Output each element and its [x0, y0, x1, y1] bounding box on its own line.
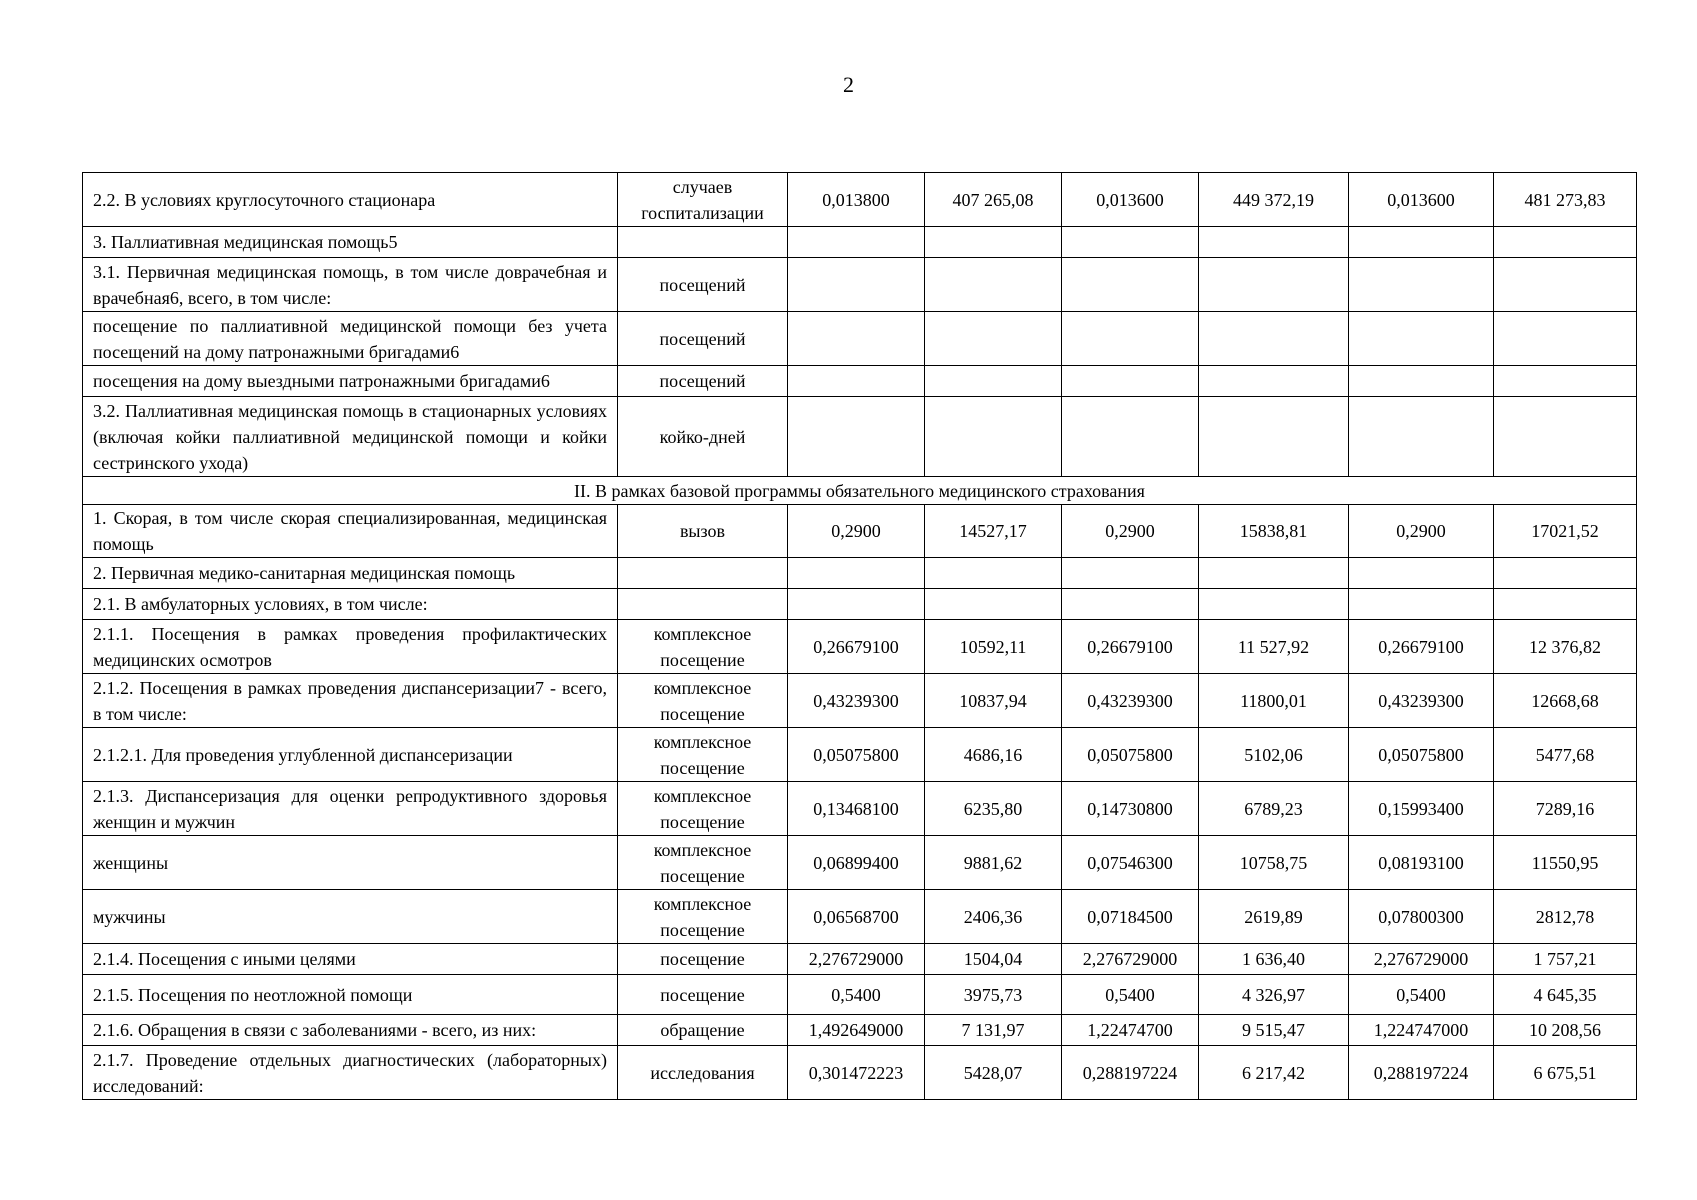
value-cell: 0,06568700	[788, 890, 925, 944]
unit-cell	[618, 589, 788, 620]
value-cell: 481 273,83	[1494, 173, 1637, 227]
value-cell: 3975,73	[925, 975, 1062, 1015]
value-cell: 0,43239300	[1062, 674, 1199, 728]
value-cell: 2,276729000	[1349, 944, 1494, 975]
value-cell	[788, 227, 925, 258]
table-row	[83, 890, 1637, 944]
table-row	[83, 728, 1637, 782]
value-cell: 4 326,97	[1199, 975, 1349, 1015]
value-cell	[1199, 258, 1349, 312]
value-cell: 0,08193100	[1349, 836, 1494, 890]
table-row	[83, 1046, 1637, 1100]
value-cell: 0,301472223	[788, 1046, 925, 1100]
value-cell: 0,05075800	[1062, 728, 1199, 782]
table-row	[83, 366, 1637, 397]
value-cell: 15838,81	[1199, 505, 1349, 558]
unit-cell: посещений	[618, 366, 788, 397]
value-cell: 2,276729000	[1062, 944, 1199, 975]
value-cell: 17021,52	[1494, 505, 1637, 558]
row-name-cell: 2.1.6. Обращения в связи с заболеваниями - всего, из них:	[83, 1015, 618, 1046]
value-cell: 2619,89	[1199, 890, 1349, 944]
value-cell: 0,26679100	[1062, 620, 1199, 674]
value-cell: 1,224747000	[1349, 1015, 1494, 1046]
value-cell: 9881,62	[925, 836, 1062, 890]
value-cell: 10 208,56	[1494, 1015, 1637, 1046]
table-row	[83, 782, 1637, 836]
value-cell	[1199, 589, 1349, 620]
table-row	[83, 312, 1637, 366]
value-cell	[1494, 227, 1637, 258]
value-cell: 0,2900	[788, 505, 925, 558]
table-row	[83, 227, 1637, 258]
table-row	[83, 674, 1637, 728]
value-cell	[788, 366, 925, 397]
value-cell: 1504,04	[925, 944, 1062, 975]
value-cell: 12 376,82	[1494, 620, 1637, 674]
row-name-cell: 3.2. Паллиативная медицинская помощь в стационарных условиях (включая койки паллиативной медицинской помощи и койки сестринского ухода)	[83, 397, 618, 477]
value-cell	[925, 366, 1062, 397]
table-row	[83, 173, 1637, 227]
value-cell	[1494, 258, 1637, 312]
row-name-cell: 2.1.3. Диспансеризация для оценки репродуктивного здоровья женщин и мужчин	[83, 782, 618, 836]
row-name-cell: 2.1.5. Посещения по неотложной помощи	[83, 975, 618, 1015]
value-cell	[1062, 397, 1199, 477]
value-cell: 0,14730800	[1062, 782, 1199, 836]
value-cell: 407 265,08	[925, 173, 1062, 227]
value-cell	[1199, 366, 1349, 397]
value-cell: 0,43239300	[788, 674, 925, 728]
row-name-cell: посещение по паллиативной медицинской помощи без учета посещений на дому патронажными бригадами6	[83, 312, 618, 366]
value-cell	[1349, 258, 1494, 312]
value-cell: 6 675,51	[1494, 1046, 1637, 1100]
value-cell	[1349, 397, 1494, 477]
value-cell: 6 217,42	[1199, 1046, 1349, 1100]
value-cell: 0,5400	[1062, 975, 1199, 1015]
unit-cell	[618, 227, 788, 258]
value-cell: 0,5400	[1349, 975, 1494, 1015]
value-cell: 10592,11	[925, 620, 1062, 674]
row-name-cell: 2.1.7. Проведение отдельных диагностических (лабораторных) исследований:	[83, 1046, 618, 1100]
value-cell: 9 515,47	[1199, 1015, 1349, 1046]
unit-cell: посещений	[618, 312, 788, 366]
page-number: 2	[843, 72, 854, 97]
section-row	[83, 477, 1637, 505]
value-cell	[1349, 312, 1494, 366]
value-cell: 1 636,40	[1199, 944, 1349, 975]
value-cell: 5102,06	[1199, 728, 1349, 782]
value-cell	[1494, 312, 1637, 366]
value-cell	[1494, 366, 1637, 397]
value-cell: 6789,23	[1199, 782, 1349, 836]
program-table	[82, 172, 1637, 1100]
table-row	[83, 836, 1637, 890]
value-cell: 0,288197224	[1349, 1046, 1494, 1100]
unit-cell: комплексное посещение	[618, 728, 788, 782]
row-name-cell: 1. Скорая, в том числе скорая специализированная, медицинская помощь	[83, 505, 618, 558]
value-cell: 0,013800	[788, 173, 925, 227]
value-cell: 0,13468100	[788, 782, 925, 836]
value-cell	[788, 589, 925, 620]
value-cell	[925, 312, 1062, 366]
table-row	[83, 397, 1637, 477]
value-cell	[925, 558, 1062, 589]
value-cell: 11 527,92	[1199, 620, 1349, 674]
value-cell: 0,07184500	[1062, 890, 1199, 944]
row-name-cell: посещения на дому выездными патронажными бригадами6	[83, 366, 618, 397]
value-cell	[1199, 312, 1349, 366]
unit-cell: комплексное посещение	[618, 782, 788, 836]
value-cell: 2406,36	[925, 890, 1062, 944]
value-cell: 0,2900	[1349, 505, 1494, 558]
unit-cell	[618, 558, 788, 589]
value-cell: 2812,78	[1494, 890, 1637, 944]
value-cell: 4686,16	[925, 728, 1062, 782]
unit-cell: вызов	[618, 505, 788, 558]
unit-cell: случаев госпитализации	[618, 173, 788, 227]
value-cell	[1349, 558, 1494, 589]
unit-cell: посещений	[618, 258, 788, 312]
value-cell	[1494, 589, 1637, 620]
value-cell	[788, 312, 925, 366]
row-name-cell: 2.1.1. Посещения в рамках проведения профилактических медицинских осмотров	[83, 620, 618, 674]
value-cell	[925, 397, 1062, 477]
table-row	[83, 505, 1637, 558]
value-cell	[1199, 558, 1349, 589]
unit-cell: комплексное посещение	[618, 674, 788, 728]
unit-cell: исследования	[618, 1046, 788, 1100]
table-row	[83, 558, 1637, 589]
value-cell	[1349, 227, 1494, 258]
value-cell: 0,07546300	[1062, 836, 1199, 890]
row-name-cell: 2.1.2. Посещения в рамках проведения диспансеризации7 - всего, в том числе:	[83, 674, 618, 728]
unit-cell: комплексное посещение	[618, 890, 788, 944]
table-row	[83, 975, 1637, 1015]
unit-cell: обращение	[618, 1015, 788, 1046]
value-cell: 10758,75	[1199, 836, 1349, 890]
table-body	[83, 173, 1637, 1100]
value-cell: 449 372,19	[1199, 173, 1349, 227]
value-cell	[1494, 397, 1637, 477]
value-cell	[788, 558, 925, 589]
value-cell: 4 645,35	[1494, 975, 1637, 1015]
value-cell	[1062, 312, 1199, 366]
value-cell	[1062, 227, 1199, 258]
row-name-cell: 2.1. В амбулаторных условиях, в том числе:	[83, 589, 618, 620]
value-cell: 1 757,21	[1494, 944, 1637, 975]
value-cell: 11550,95	[1494, 836, 1637, 890]
table-row	[83, 620, 1637, 674]
value-cell: 0,05075800	[788, 728, 925, 782]
value-cell	[788, 397, 925, 477]
value-cell: 14527,17	[925, 505, 1062, 558]
value-cell: 0,013600	[1349, 173, 1494, 227]
row-name-cell: 3.1. Первичная медицинская помощь, в том числе доврачебная и врачебная6, всего, в том числе:	[83, 258, 618, 312]
value-cell	[788, 258, 925, 312]
value-cell: 0,2900	[1062, 505, 1199, 558]
value-cell: 1,22474700	[1062, 1015, 1199, 1046]
value-cell	[925, 227, 1062, 258]
value-cell: 5428,07	[925, 1046, 1062, 1100]
value-cell	[1199, 397, 1349, 477]
value-cell: 0,26679100	[1349, 620, 1494, 674]
row-name-cell: женщины	[83, 836, 618, 890]
row-name-cell: 2.2. В условиях круглосуточного стационара	[83, 173, 618, 227]
row-name-cell: 2.1.4. Посещения с иными целями	[83, 944, 618, 975]
value-cell: 1,492649000	[788, 1015, 925, 1046]
value-cell: 0,07800300	[1349, 890, 1494, 944]
value-cell: 12668,68	[1494, 674, 1637, 728]
value-cell: 5477,68	[1494, 728, 1637, 782]
value-cell: 0,5400	[788, 975, 925, 1015]
value-cell	[1349, 589, 1494, 620]
value-cell	[925, 258, 1062, 312]
unit-cell: комплексное посещение	[618, 836, 788, 890]
row-name-cell: мужчины	[83, 890, 618, 944]
value-cell	[1349, 366, 1494, 397]
section-title: II. В рамках базовой программы обязательного медицинского страхования	[83, 477, 1637, 505]
table-row	[83, 1015, 1637, 1046]
table-row	[83, 589, 1637, 620]
value-cell	[1199, 227, 1349, 258]
value-cell: 10837,94	[925, 674, 1062, 728]
value-cell	[1494, 558, 1637, 589]
value-cell	[1062, 366, 1199, 397]
value-cell	[1062, 558, 1199, 589]
value-cell: 0,06899400	[788, 836, 925, 890]
table-row	[83, 258, 1637, 312]
value-cell: 0,05075800	[1349, 728, 1494, 782]
value-cell: 2,276729000	[788, 944, 925, 975]
value-cell: 0,15993400	[1349, 782, 1494, 836]
row-name-cell: 2.1.2.1. Для проведения углубленной диспансеризации	[83, 728, 618, 782]
value-cell	[1062, 258, 1199, 312]
value-cell: 0,43239300	[1349, 674, 1494, 728]
unit-cell: койко-дней	[618, 397, 788, 477]
value-cell: 6235,80	[925, 782, 1062, 836]
value-cell: 0,013600	[1062, 173, 1199, 227]
value-cell: 11800,01	[1199, 674, 1349, 728]
unit-cell: комплексное посещение	[618, 620, 788, 674]
row-name-cell: 2. Первичная медико-санитарная медицинская помощь	[83, 558, 618, 589]
row-name-cell: 3. Паллиативная медицинская помощь5	[83, 227, 618, 258]
value-cell: 0,288197224	[1062, 1046, 1199, 1100]
value-cell	[925, 589, 1062, 620]
unit-cell: посещение	[618, 975, 788, 1015]
value-cell: 0,26679100	[788, 620, 925, 674]
unit-cell: посещение	[618, 944, 788, 975]
table-row	[83, 944, 1637, 975]
value-cell: 7289,16	[1494, 782, 1637, 836]
value-cell	[1062, 589, 1199, 620]
value-cell: 7 131,97	[925, 1015, 1062, 1046]
